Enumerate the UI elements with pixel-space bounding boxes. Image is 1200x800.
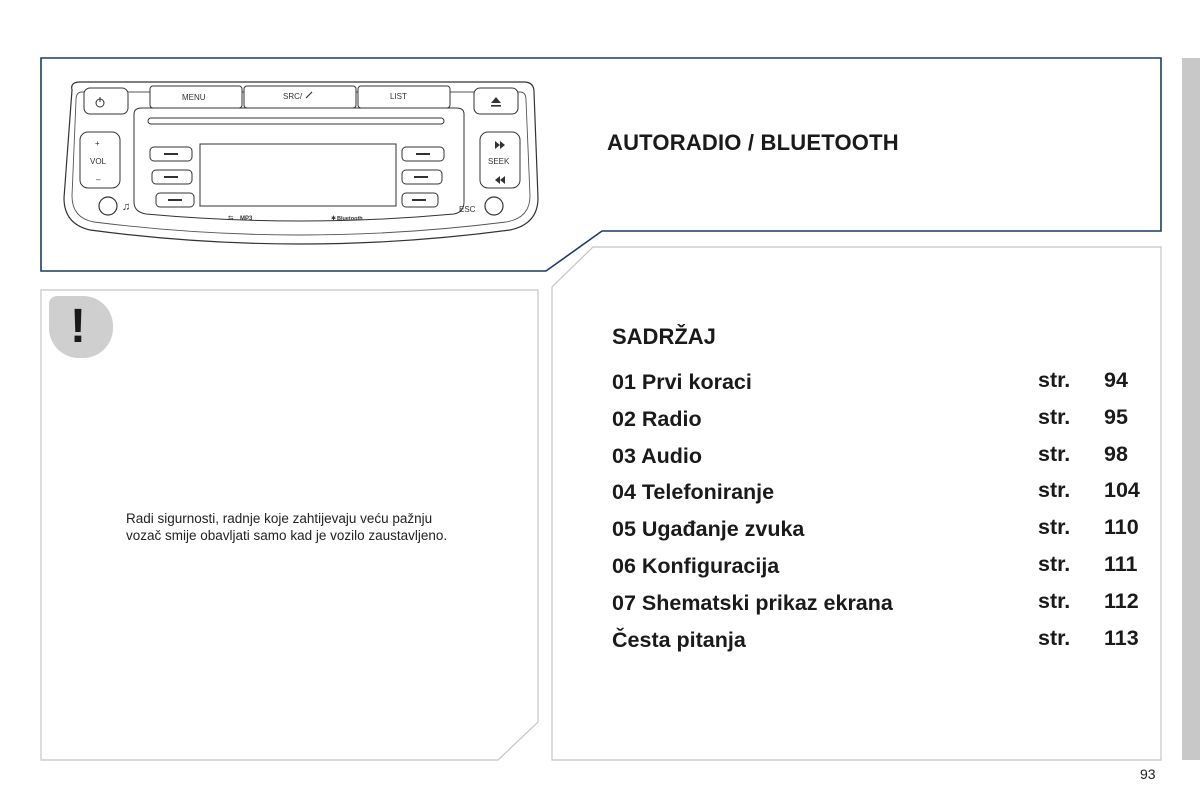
contents-item-page: 104 [1104,478,1140,503]
contents-item-title: 01 Prvi koraci [612,370,752,394]
contents-item-str: str. [1038,368,1071,392]
mp3-label: MP3 [240,216,253,222]
usb-icon: ⇆ [228,215,234,222]
power-button [84,88,128,114]
contents-item-str: str. [1038,441,1071,466]
warning-exclamation-mark: ! [70,300,86,353]
volume-knob [99,197,117,215]
radio-faceplate-illustration [60,78,540,248]
contents-item-title: 06 Konfiguracija [612,553,780,578]
contents-item-page: 110 [1104,515,1139,540]
contents-list [612,366,1152,660]
tuning-knob [485,197,503,215]
src-button-label: SRC/ [283,92,303,101]
contents-item-str: str. [1038,404,1071,429]
contents-item-page: 98 [1104,441,1128,466]
warning-text-line: Radi sigurnosti, radnje koje zahtijevaju veću pažnju [126,511,433,526]
seek-label: SEEK [488,157,510,166]
contents-item-title: 05 Ugađanje zvuka [612,517,805,542]
contents-item-page: 95 [1104,404,1128,429]
contents-item-page: 94 [1104,368,1128,392]
contents-item-title: 04 Telefoniranje [612,480,775,505]
warning-text [126,510,526,544]
contents-item-str: str. [1038,478,1071,503]
contents-item[interactable] [612,550,1152,587]
contents-item[interactable] [612,476,1152,513]
contents-item[interactable] [612,366,1152,403]
warning-text-line: vozač smije obavljati samo kad je vozilo zaustavljeno. [126,528,448,543]
contents-item[interactable] [612,440,1152,477]
radio-display [200,144,396,206]
contents-item[interactable] [612,587,1152,624]
list-button-label: LIST [390,92,407,101]
menu-button-label: MENU [182,93,206,102]
contents-item-title: 07 Shematski prikaz ekrana [612,590,893,615]
contents-item[interactable] [612,624,1152,661]
esc-label: ESC [459,205,476,214]
contents-item-title: 03 Audio [612,443,702,468]
contents-item-str: str. [1038,588,1071,613]
contents-item-title: Česta pitanja [612,627,746,652]
contents-item-page: 113 [1104,625,1139,650]
volume-minus-label: – [96,175,101,184]
volume-plus-label: + [95,139,100,148]
bluetooth-label: Bluetooth [337,216,363,222]
contents-item-str: str. [1038,515,1071,540]
page-number: 93 [1140,766,1156,782]
contents-item-str: str. [1038,625,1071,650]
contents-item-page: 111 [1104,551,1138,576]
volume-label: VOL [90,157,107,166]
page-title: AUTORADIO / BLUETOOTH [607,130,899,155]
contents-item[interactable] [612,513,1152,550]
contents-item-str: str. [1038,551,1071,576]
music-note-icon: ♫ [122,201,131,213]
bluetooth-icon: ✱ [331,216,337,222]
contents-item[interactable] [612,403,1152,440]
contents-item-title: 02 Radio [612,406,702,431]
contents-heading: SADRŽAJ [612,324,716,349]
contents-item-page: 112 [1104,588,1139,613]
cd-slot [148,118,444,124]
